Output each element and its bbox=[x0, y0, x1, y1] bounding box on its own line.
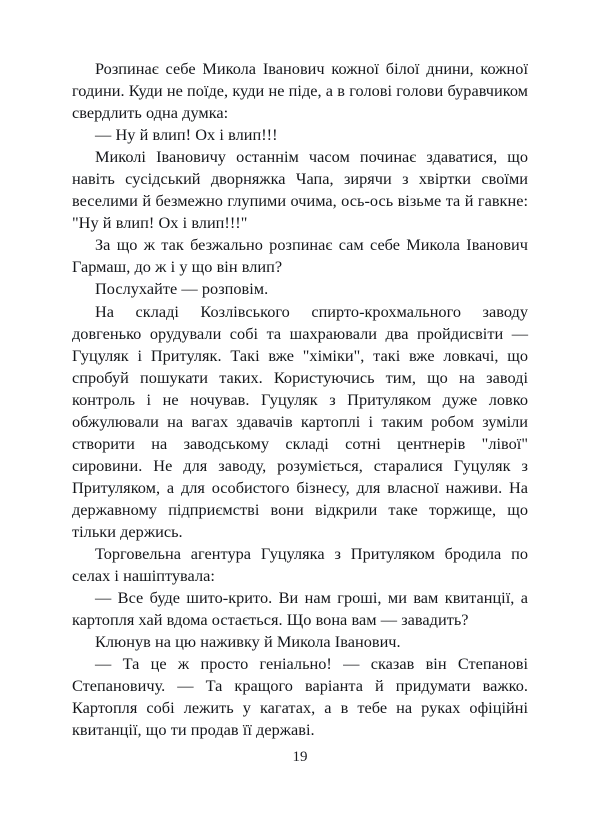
paragraph: Клюнув на цю наживку й Микола Іванович. bbox=[95, 632, 401, 652]
page-number: 19 bbox=[292, 749, 308, 765]
paragraph: Послухайте — розповім. bbox=[95, 279, 269, 299]
paragraph: — Та це ж просто геніально! — сказав він Степанові Степановичу. — Та кращого варіанта й придумати важко. Картопля собі лежить у кагатах, а в тебе на руках офіційні квитанції, що ти продав її державі. bbox=[72, 654, 528, 740]
paragraph: — Все буде шито-крито. Ви нам гроші, ми вам квитанції, а картопля хай вдома остається. Що вона вам — завадить? bbox=[72, 588, 528, 630]
paragraph: Торговельна агентура Гуцуляка з Притуляком бродила по селах і нашіптувала: bbox=[72, 544, 528, 586]
paragraph: За що ж так безжально розпинає сам себе Микола Іванович Гармаш, до ж і у що він влип? bbox=[72, 235, 528, 277]
paragraph: На складі Козлівського спирто-крохмального заводу довгенько орудували собі та шахраювали два пройдисвіти — Гуцуляк і Притуляк. Такі вже "хіміки", такі вже ловкачі, що спробуй пошукати таких. Користуючись тим, що на заводі контроль і не ночував. Гуцуляк з Притуляком дуже ловко обжулювали на вагах здавачів картоплі і таким робом зуміли створити на заводському складі сотні центнерів "лівої" сировини. Не для заводу, розуміється, старалися Гуцуляк з Притуляком, а для особистого бізнесу, для власної наживи. На державному підприємстві вони відкрили таке торжище, що тільки держись. bbox=[72, 301, 528, 541]
paragraph: Розпинає себе Микола Іванович кожної білої днини, кожної години. Куди не поїде, куди не піде, а в голові голови буравчиком свердлить одна думка: bbox=[72, 59, 528, 123]
paragraph: Миколі Івановичу останнім часом починає здаватися, що навіть сусідський дворняжка Чапа, зирячи з хвіртки своїми веселими й безмежно глупими очима, ось-ось візьме та й гавкне: "Ну й влип! Ох і влип!!!" bbox=[72, 147, 528, 233]
paragraph: — Ну й влип! Ох і влип!!! bbox=[95, 125, 278, 145]
page-text-column bbox=[72, 58, 528, 741]
